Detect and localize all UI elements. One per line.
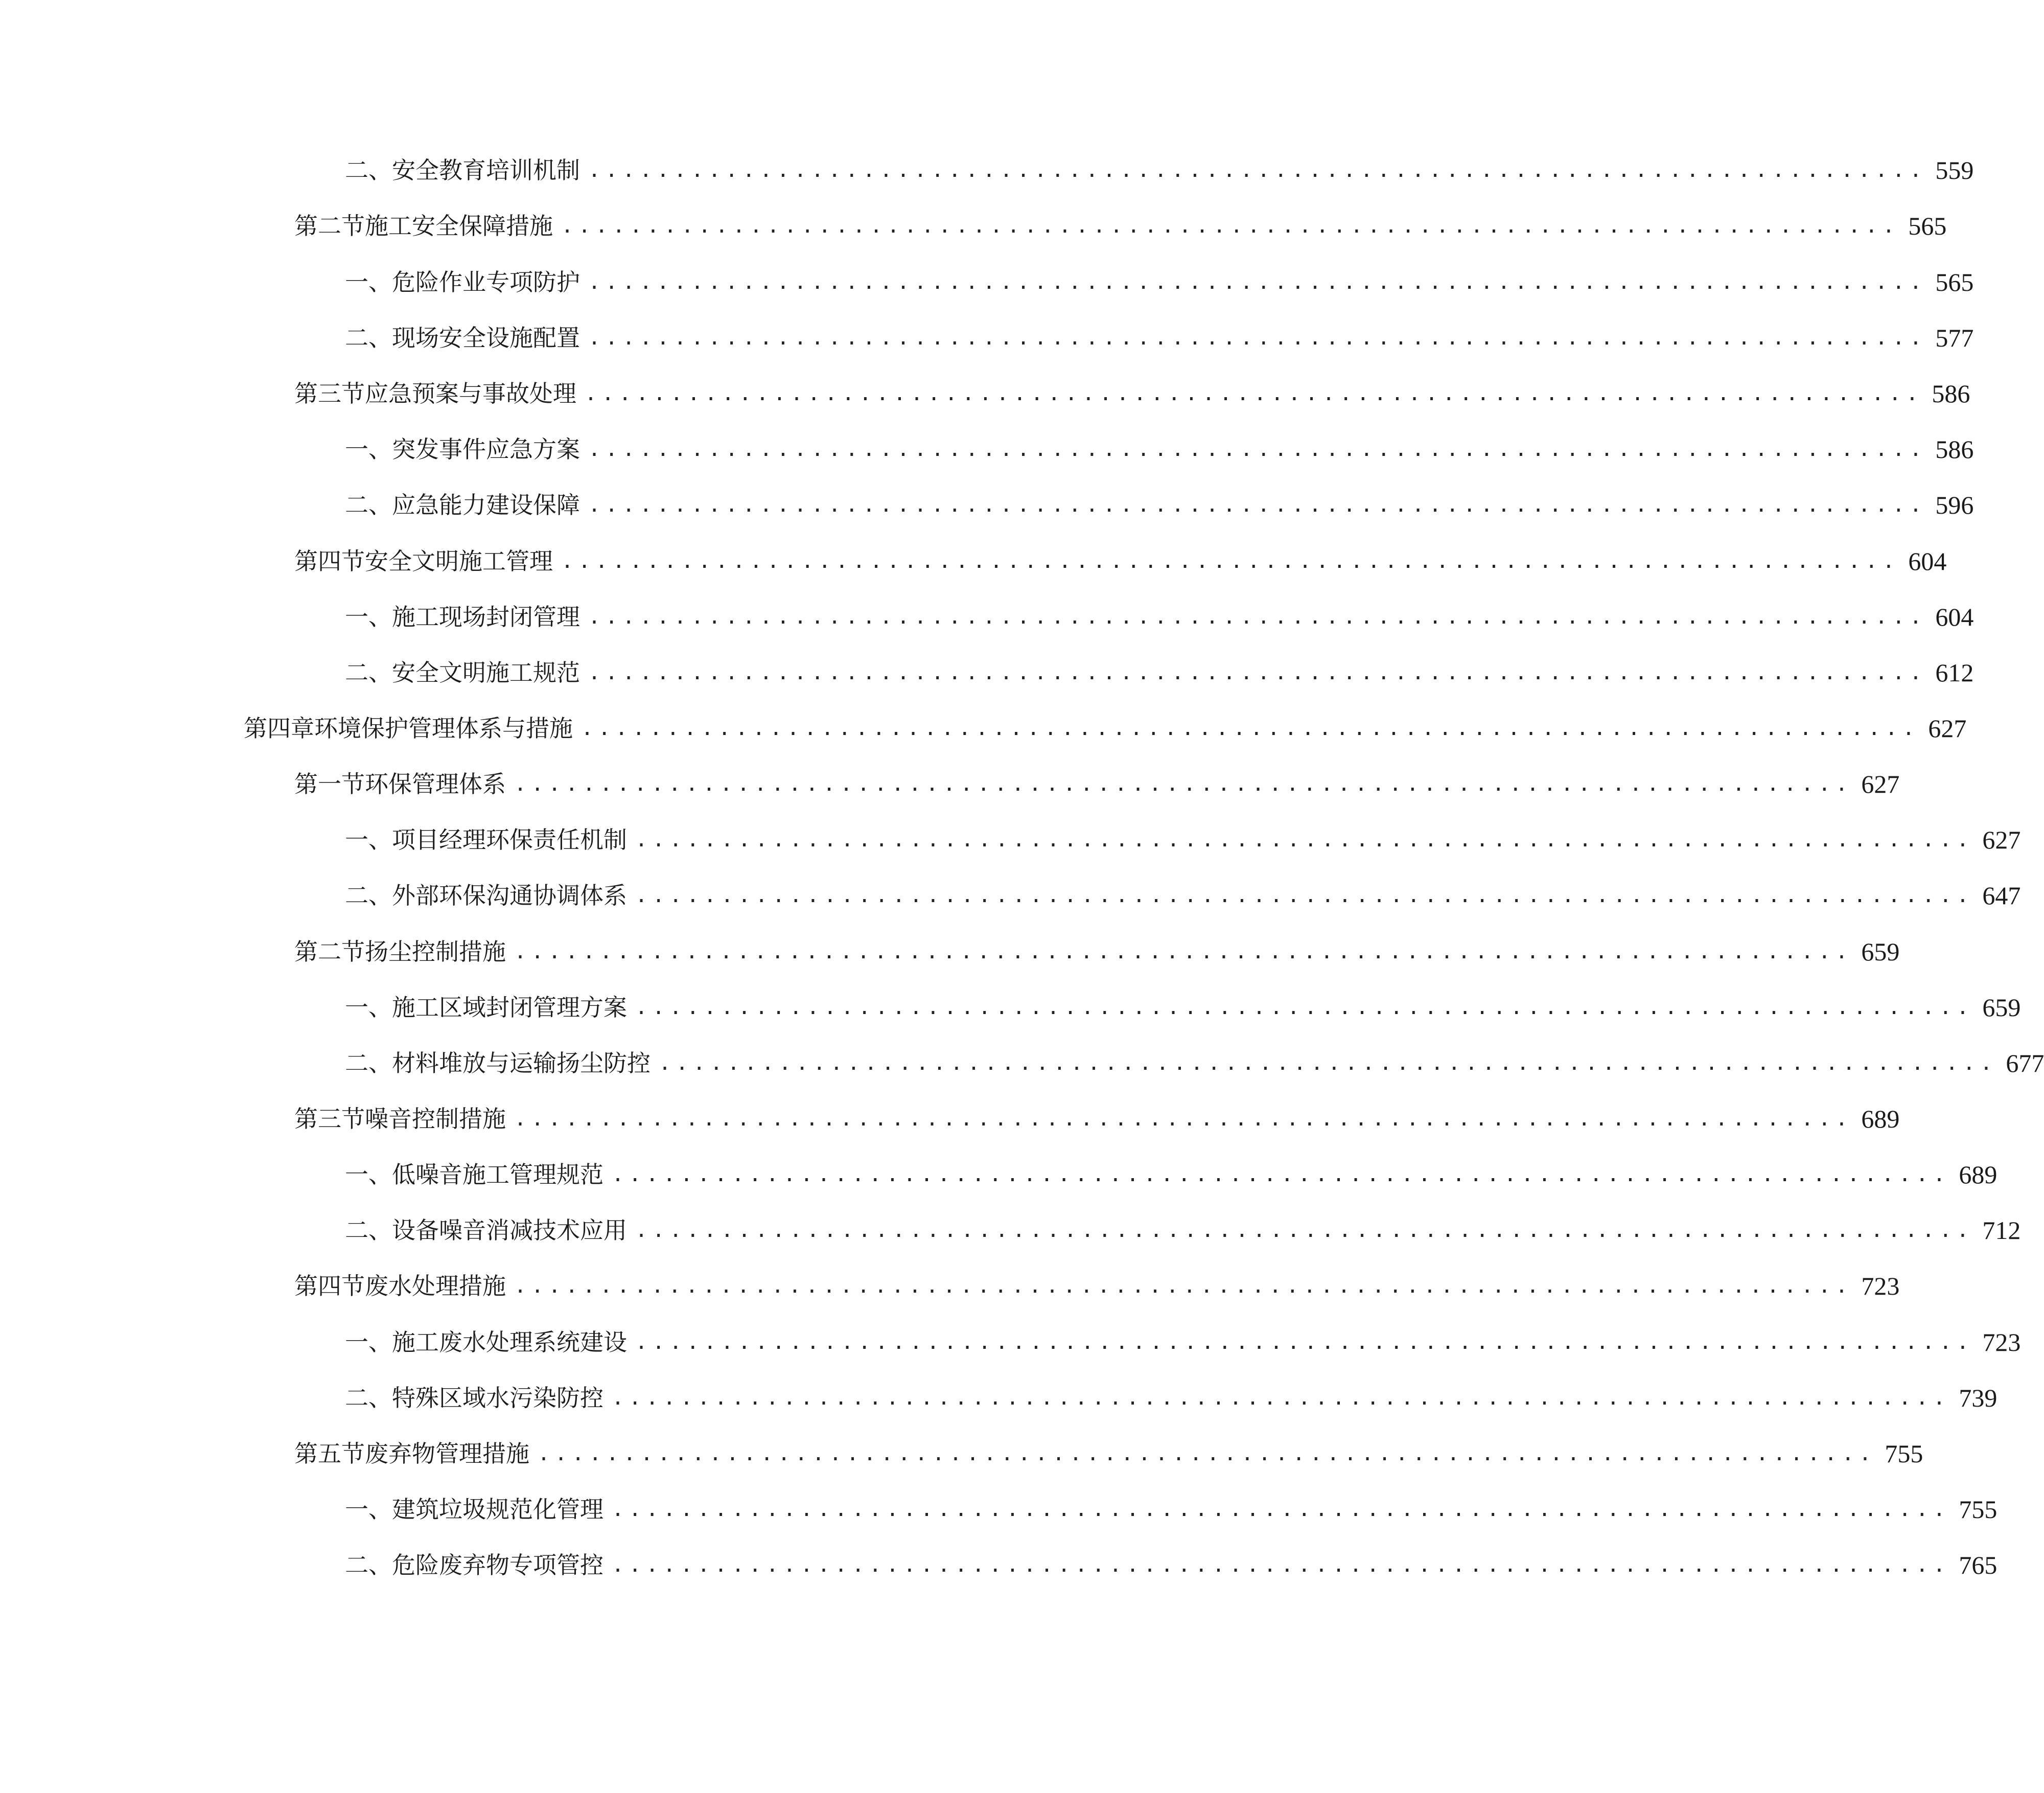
toc-entry[interactable] — [294, 373, 1970, 414]
toc-entry[interactable] — [294, 1098, 1900, 1139]
dot-leader: .............................................................................. — [561, 549, 1900, 573]
dot-leader: .............................................................................. — [612, 1163, 1950, 1186]
toc-entry-title: 建筑垃圾规范化管理 — [392, 1496, 603, 1523]
toc-entry-title: 噪音控制措施 — [365, 1105, 506, 1133]
toc-entry[interactable] — [345, 1210, 2021, 1251]
dot-leader: .............................................................................. — [635, 828, 1974, 852]
toc-entry-title: 安全文明施工管理 — [365, 547, 553, 575]
toc-entry[interactable] — [345, 987, 2021, 1028]
toc-entry-title: 危险作业专项防护 — [392, 268, 580, 296]
dot-leader: .............................................................................. — [588, 158, 1927, 182]
toc-entry-title: 废弃物管理措施 — [365, 1440, 529, 1467]
toc-entry-label: 二、 — [345, 324, 392, 352]
toc-entry[interactable] — [345, 1154, 1997, 1195]
toc-entry-label: 第二节 — [294, 212, 365, 240]
dot-leader: .............................................................................. — [612, 1553, 1950, 1577]
toc-entry[interactable] — [244, 708, 1967, 749]
dot-leader: .............................................................................. — [635, 1330, 1974, 1354]
toc-entry-title: 废水处理措施 — [365, 1272, 506, 1300]
toc-entry-page: 755 — [1959, 1495, 1997, 1524]
toc-entry-label: 二、 — [345, 1216, 392, 1244]
toc-entry-label: 二、 — [345, 882, 392, 909]
toc-entry-page: 565 — [1935, 268, 1974, 296]
toc-entry-page: 627 — [1861, 770, 1900, 798]
toc-entry-label: 二、 — [345, 1049, 392, 1077]
toc-entry-title: 低噪音施工管理规范 — [392, 1161, 603, 1188]
dot-leader: .............................................................................. — [659, 1051, 1997, 1075]
dot-leader: .............................................................................. — [588, 326, 1927, 350]
toc-entry-title: 安全文明施工规范 — [392, 659, 580, 686]
toc-entry-label: 第三节 — [294, 1105, 365, 1133]
toc-entry-title: 应急能力建设保障 — [392, 491, 580, 519]
toc-entry-title: 安全教育培训机制 — [392, 156, 580, 184]
toc-entry-page: 647 — [1982, 881, 2021, 910]
toc-entry-label: 第四节 — [294, 547, 365, 575]
toc-entry[interactable] — [345, 652, 1974, 693]
dot-leader: .............................................................................. — [588, 493, 1927, 517]
dot-leader: .............................................................................. — [588, 661, 1927, 684]
toc-entry-title: 应急预案与事故处理 — [365, 380, 576, 407]
dot-leader: .............................................................................. — [588, 605, 1927, 629]
toc-entry-label: 二、 — [345, 1551, 392, 1579]
toc-entry-label: 第四章 — [244, 715, 314, 742]
toc-entry-title: 突发事件应急方案 — [392, 435, 580, 463]
toc-entry-label: 第五节 — [294, 1440, 365, 1467]
toc-entry[interactable] — [345, 596, 1974, 637]
toc-entry-page: 739 — [1959, 1384, 1997, 1412]
toc-entry[interactable] — [345, 819, 2021, 860]
toc-entry-label: 一、 — [345, 268, 392, 296]
toc-entry-page: 586 — [1935, 435, 1974, 464]
toc-entry-title: 扬尘控制措施 — [365, 938, 506, 966]
toc-entry-page: 689 — [1861, 1105, 1900, 1133]
toc-entry-title: 特殊区域水污染防控 — [392, 1384, 603, 1412]
toc-entry-page: 604 — [1935, 603, 1974, 631]
toc-entry-label: 第四节 — [294, 1272, 365, 1300]
toc-entry-page: 586 — [1932, 379, 1970, 408]
toc-entry[interactable] — [345, 429, 1974, 470]
dot-leader: .............................................................................. — [635, 996, 1974, 1019]
toc-entry[interactable] — [294, 764, 1900, 804]
toc-entry-page: 659 — [1982, 993, 2021, 1022]
toc-entry-page: 627 — [1928, 714, 1967, 743]
toc-entry-title: 环境保护管理体系与措施 — [314, 715, 573, 742]
dot-leader: .............................................................................. — [635, 884, 1974, 907]
toc-entry-page: 559 — [1935, 156, 1974, 185]
toc-entry-label: 二、 — [345, 491, 392, 519]
toc-entry[interactable] — [345, 485, 1974, 525]
toc-entry[interactable] — [345, 150, 1974, 191]
toc-entry-label: 一、 — [345, 1496, 392, 1523]
toc-entry[interactable] — [294, 931, 1900, 972]
toc-entry[interactable] — [345, 875, 2021, 916]
toc-entry[interactable] — [345, 317, 1974, 358]
toc-entry-label: 一、 — [345, 1328, 392, 1356]
toc-entry-title: 现场安全设施配置 — [392, 324, 580, 352]
dot-leader: .............................................................................. — [514, 772, 1853, 796]
toc-entry-page: 596 — [1935, 491, 1974, 519]
toc-entry-page: 723 — [1861, 1272, 1900, 1300]
toc-entry-label: 二、 — [345, 1384, 392, 1412]
toc-entry[interactable] — [294, 541, 1947, 582]
dot-leader: .............................................................................. — [612, 1498, 1950, 1521]
toc-entry-page: 659 — [1861, 937, 1900, 966]
toc-entry-page: 612 — [1935, 658, 1974, 687]
dot-leader: .............................................................................. — [635, 1219, 1974, 1242]
toc-entry[interactable] — [345, 1545, 1997, 1585]
toc-entry-title: 施工现场封闭管理 — [392, 603, 580, 631]
toc-entry-label: 一、 — [345, 994, 392, 1021]
toc-entry-title: 设备噪音消减技术应用 — [392, 1216, 627, 1244]
toc-entry-title: 材料堆放与运输扬尘防控 — [392, 1049, 651, 1077]
toc-entry-label: 第一节 — [294, 770, 365, 798]
toc-entry-page: 712 — [1982, 1216, 2021, 1245]
toc-entry-label: 第二节 — [294, 938, 365, 966]
toc-entry-page: 577 — [1935, 324, 1974, 352]
dot-leader: .............................................................................. — [514, 940, 1853, 963]
toc-entry-page: 565 — [1908, 212, 1947, 240]
toc-entry[interactable] — [345, 1377, 1997, 1418]
toc-entry-title: 施工废水处理系统建设 — [392, 1328, 627, 1356]
dot-leader: .............................................................................. — [588, 270, 1927, 294]
dot-leader: .............................................................................. — [538, 1442, 1876, 1465]
dot-leader: .............................................................................. — [581, 717, 1920, 740]
toc-entry[interactable] — [345, 262, 1974, 303]
toc-entry-label: 一、 — [345, 1161, 392, 1188]
toc-entry-title: 危险废弃物专项管控 — [392, 1551, 603, 1579]
toc-entry-title: 施工区域封闭管理方案 — [392, 994, 627, 1021]
dot-leader: .............................................................................. — [612, 1386, 1950, 1410]
toc-entry-title: 环保管理体系 — [365, 770, 506, 798]
toc-entry-page: 627 — [1982, 825, 2021, 854]
toc-entry[interactable] — [294, 1433, 1923, 1474]
toc-entry-page: 689 — [1959, 1160, 1997, 1189]
toc-entry-page: 723 — [1982, 1328, 2021, 1357]
toc-entry-page: 755 — [1885, 1439, 1923, 1468]
dot-leader: .............................................................................. — [588, 438, 1927, 461]
toc-entry-label: 一、 — [345, 826, 392, 854]
dot-leader: .............................................................................. — [561, 214, 1900, 238]
toc-entry-label: 第三节 — [294, 380, 365, 407]
toc-entry[interactable] — [294, 1266, 1900, 1306]
dot-leader: .............................................................................. — [514, 1274, 1853, 1298]
toc-entry-label: 二、 — [345, 659, 392, 686]
toc-entry-title: 项目经理环保责任机制 — [392, 826, 627, 854]
toc-entry-title: 外部环保沟通协调体系 — [392, 882, 627, 909]
toc-entry-label: 一、 — [345, 603, 392, 631]
toc-entry[interactable] — [345, 1322, 2021, 1363]
toc-entry[interactable] — [345, 1043, 2044, 1084]
toc-entry[interactable] — [294, 205, 1947, 246]
toc-entry-page: 765 — [1959, 1551, 1997, 1579]
toc-entry-page: 677 — [2006, 1049, 2044, 1077]
toc-entry-page: 604 — [1908, 547, 1947, 576]
toc-entry[interactable] — [345, 1489, 1997, 1530]
toc-entry-label: 二、 — [345, 156, 392, 184]
dot-leader: .............................................................................. — [514, 1107, 1853, 1131]
toc-entry-title: 施工安全保障措施 — [365, 212, 553, 240]
dot-leader: .............................................................................. — [585, 382, 1923, 405]
toc-entry-label: 一、 — [345, 435, 392, 463]
